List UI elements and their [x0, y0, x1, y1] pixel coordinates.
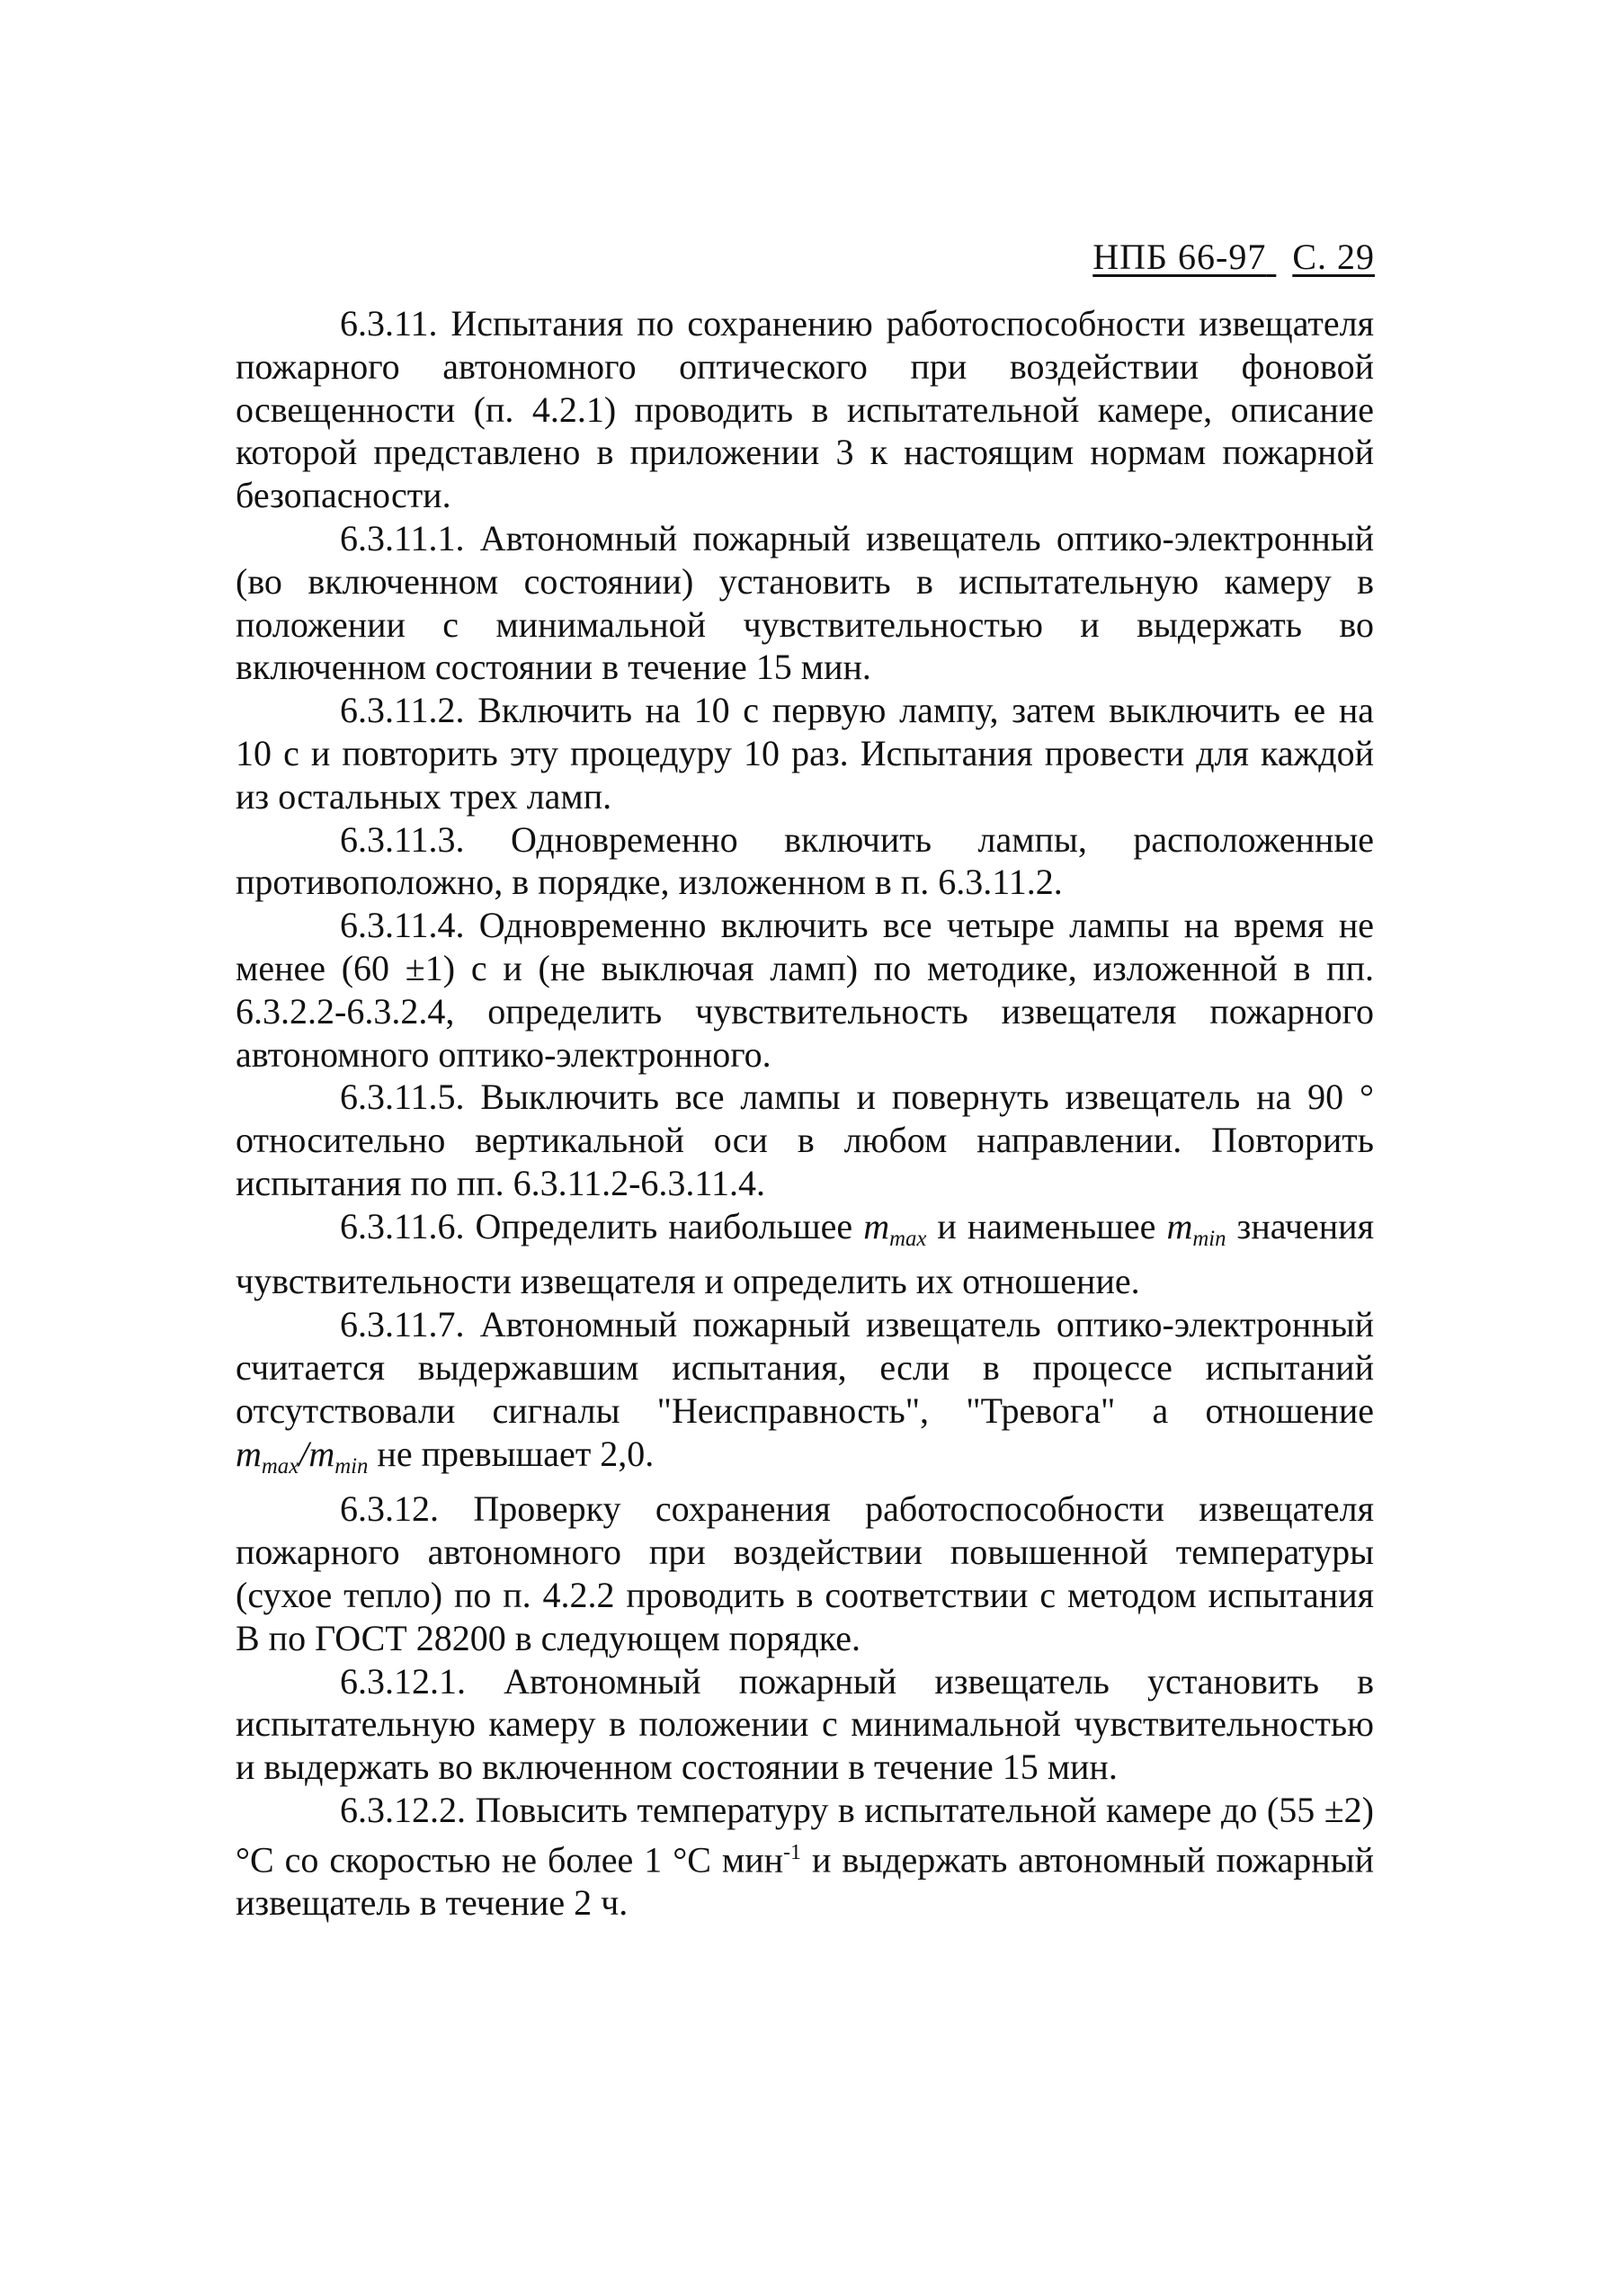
paragraph-6-3-11-2: 6.3.11.2. Включить на 10 с первую лампу, затем выключить ее на 10 с и повторить эту процедуру 10 раз. Испытания провести для каждой из остальных трех ламп. [236, 690, 1374, 817]
text-segment: и выдержать автономный пожарный извещатель в течение 2 ч. [236, 1839, 1374, 1923]
paragraph-6-3-11-3: 6.3.11.3. Одновременно включить лампы, расположенные противоположно, в порядке, изложенном в п. 6.3.11.2. [236, 818, 1374, 903]
paragraph-6-3-12-1: 6.3.12.1. Автономный пожарный извещатель установить в испытательную камеру в положении с минимальной чувствительностью и выдержать во включенном состоянии в течение 15 мин. [236, 1660, 1374, 1788]
paragraph-6-3-11-4: 6.3.11.4. Одновременно включить все четыре лампы на время не менее (60 ±1) с и (не выключая ламп) по методике, изложенной в пп. 6.3.2.2-6.3.2.4, определить чувствительность извещателя пожарного автономного оптико-электронного. [236, 905, 1374, 1075]
text-segment: и наименьшее [926, 1205, 1167, 1246]
page-number: С. 29 [1292, 237, 1375, 277]
text-segment: 6.3.11.6. Определить наибольшее [340, 1205, 864, 1246]
text-segment: значения чувствительности извещателя и определить их отношение. [236, 1205, 1374, 1302]
ratio-formula: $m_{max}/m_{min}$ [236, 1433, 369, 1479]
m-max-symbol: $m_{max}$ [863, 1205, 927, 1251]
text-segment: не превышает 2,0. [368, 1433, 655, 1474]
m-min-symbol: $m_{min}$ [1166, 1205, 1226, 1251]
page-header [1092, 236, 1375, 279]
paragraph-6-3-12: 6.3.12. Проверку сохранения работоспособности извещателя пожарного автономного при воздействии повышенной температуры (сухое тепло) по п. 4.2.2 проводить в соответствии с методом испытания В по ГОСТ 28200 в следующем порядке. [236, 1488, 1374, 1658]
paragraph-6-3-11-6 [236, 1205, 1374, 1304]
paragraph-6-3-11: 6.3.11. Испытания по сохранению работоспособности извещателя пожарного автономного оптического при воздействии фоновой освещенности (п. 4.2.1) проводить в испытательной камере, описание которой представлено в приложении 3 к настоящим нормам пожарной безопасности. [236, 303, 1374, 516]
text-segment: 6.3.11.7. Автономный пожарный извещатель оптико-электронный считается выдержавшим испытания, если в процессе испытаний отсутствовали сигналы "Неисправность", "Тревога" а отношение [236, 1304, 1374, 1431]
document-body [236, 302, 1374, 1925]
text-segment: 6.3.12.2. Повысить температуру в испытательной камере до (55 ±2) °С со скоростью не более 1 °С мин [236, 1789, 1374, 1881]
paragraph-6-3-11-7 [236, 1303, 1374, 1487]
document-code: НПБ 66-97 [1092, 237, 1267, 277]
paragraph-6-3-11-5: 6.3.11.5. Выключить все лампы и повернуть извещатель на 90 ° относительно вертикальной оси в любом направлении. Повторить испытания по пп. 6.3.11.2-6.3.11.4. [236, 1077, 1374, 1203]
paragraph-6-3-12-2 [236, 1789, 1374, 1925]
paragraph-6-3-11-1: 6.3.11.1. Автономный пожарный извещатель оптико-электронный (во включенном состоянии) установить в испытательную камеру в положении с минимальной чувствительностью и выдержать во включенном состоянии в течение 15 мин. [236, 517, 1374, 688]
exponent: -1 [783, 1840, 802, 1864]
